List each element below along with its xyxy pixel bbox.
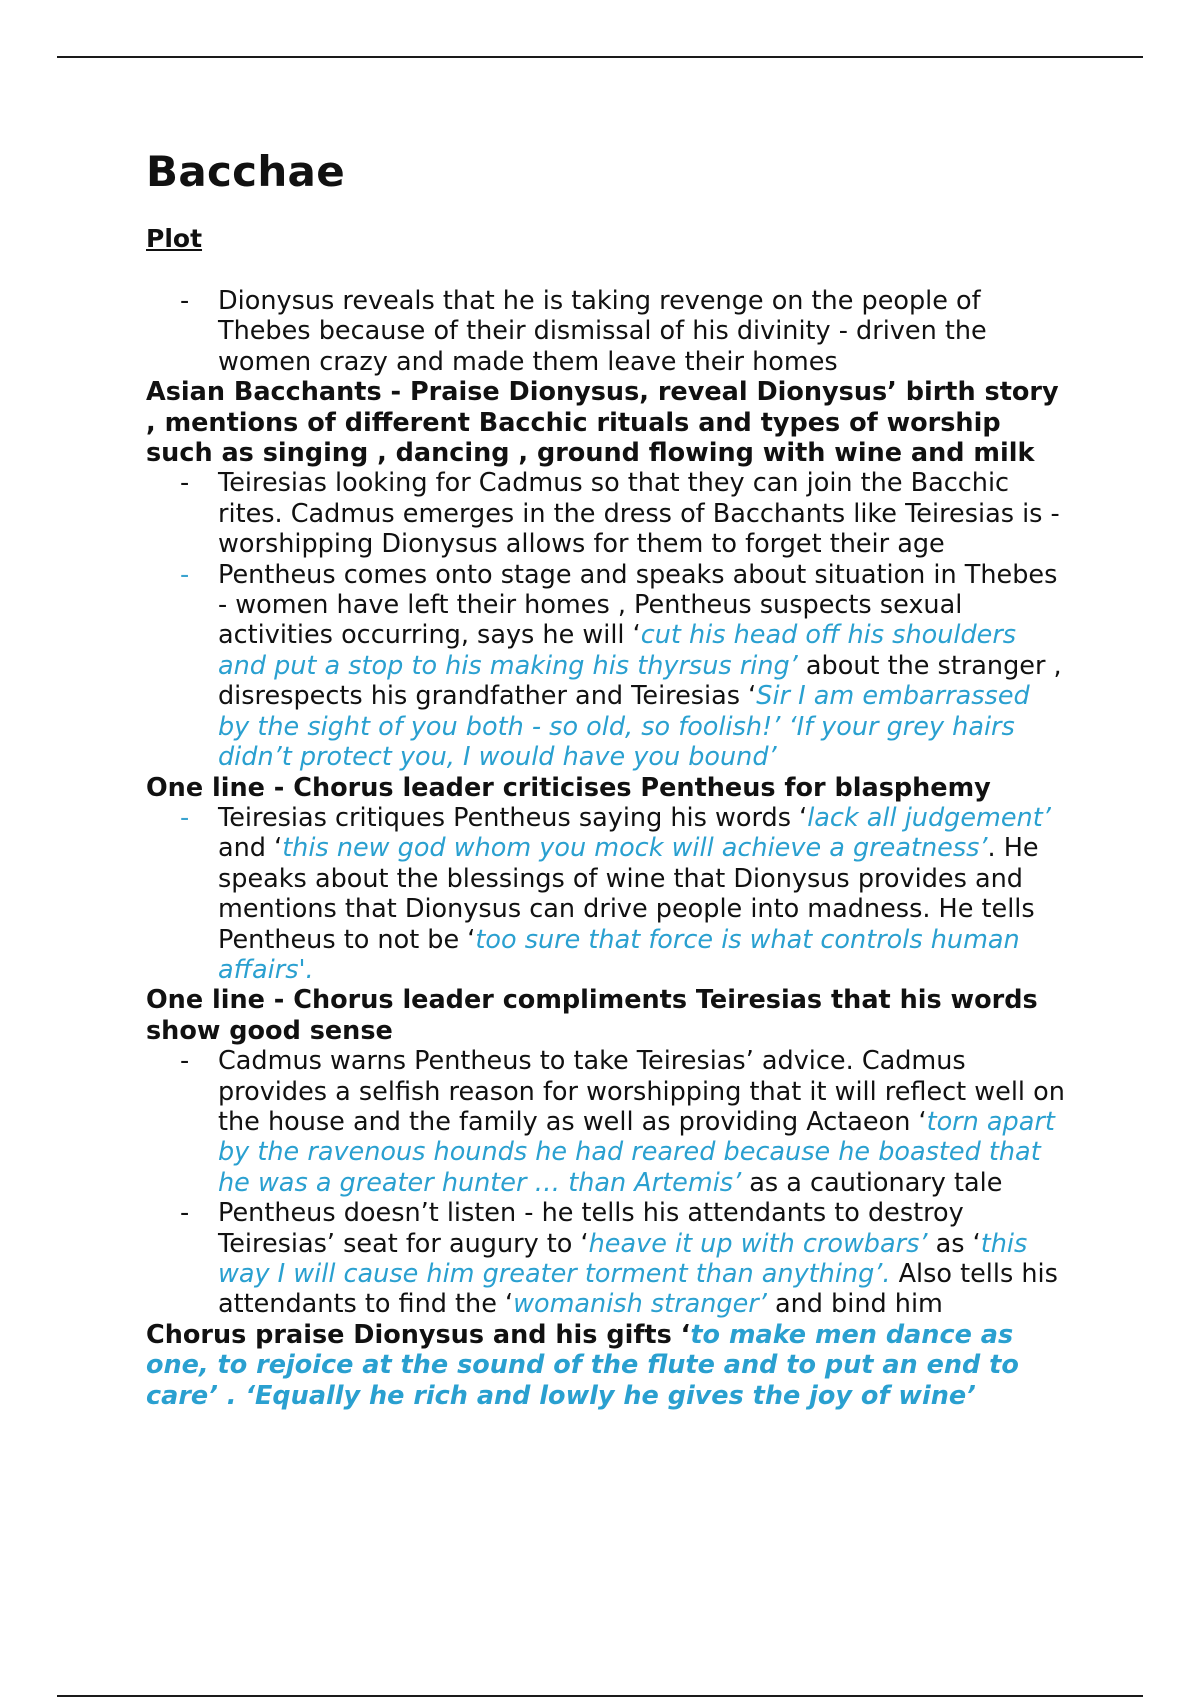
bottom-rule [57, 1695, 1143, 1697]
list-bullet-dash: - [180, 559, 190, 590]
list-bullet-dash: - [180, 802, 190, 833]
body-text: Also tells his attendants to find the ‘ [218, 1259, 1058, 1320]
body-text: Teiresias looking for Cadmus so that they can join the Bacchic rites. Cadmus emerges in the dress of Bacchants like Teiresias is - worshipping Dionysus allows for them to forget their age [218, 468, 1060, 560]
quotation-text: lack all judgement’ [807, 802, 1051, 833]
top-rule [57, 56, 1143, 58]
chorus-heading [146, 773, 1066, 803]
body-text: Pentheus doesn’t listen - he tells his attendants to destroy Teiresias’ seat for augury to ‘ [218, 1198, 964, 1259]
body-text: and ‘ [218, 833, 283, 864]
chorus-heading [146, 1320, 1066, 1411]
plot-list-item [146, 286, 1066, 377]
document-title: Bacchae [146, 147, 345, 196]
chorus-heading [146, 377, 1066, 468]
plot-list-item [146, 468, 1066, 559]
body-text: Chorus praise Dionysus and his gifts ‘ [146, 1319, 691, 1350]
plot-list-item [146, 1198, 1066, 1320]
quotation-text: cut his head off his shoulders and put a stop to his making his thyrsus ring’ [218, 620, 1017, 681]
quotation-text: this way I will cause him greater torment than anything’. [218, 1228, 1028, 1289]
plot-list-item [146, 560, 1066, 773]
list-bullet-dash: - [180, 1198, 190, 1229]
quotation-text: to make men dance as one, to rejoice at the sound of the flute and to put an end to care’ . ‘Equally he rich and lowly he gives the joy of wine’ [146, 1319, 1019, 1411]
list-bullet-dash: - [180, 1046, 190, 1077]
quotation-text: too sure that force is what controls human affairs'. [218, 924, 1020, 985]
list-bullet-dash: - [180, 286, 190, 316]
quotation-text: torn apart by the ravenous hounds he had reared because he boasted that he was a greater hunter … than Artemis’ [218, 1106, 1055, 1198]
body-text: Cadmus warns Pentheus to take Teiresias’ advice. Cadmus provides a selfish reason for worshipping that it will reflect well on the house and the family as well as providing Actaeon ‘ [218, 1046, 1065, 1137]
plot-entries [146, 286, 1066, 1411]
section-heading-plot: Plot [146, 224, 203, 253]
quotation-text: womanish stranger’ [513, 1289, 767, 1320]
body-text: Pentheus comes onto stage and speaks about situation in Thebes - women have left their homes , Pentheus suspects sexual activities occurring, says he will ‘ [218, 559, 1058, 651]
quotation-text: Sir I am embarrassed by the sight of you both - so old, so foolish!’ ‘If your grey hairs didn’t protect you, I would have you bound’ [218, 681, 1030, 773]
body-text: Asian Bacchants - Praise Dionysus, reveal Dionysus’ birth story , mentions of different Bacchic rituals and types of worship such as singing , dancing , ground flowing with wine and milk [146, 377, 1059, 469]
document-body [146, 146, 1066, 1411]
body-text: Teiresias critiques Pentheus saying his words ‘ [218, 802, 808, 833]
body-text: as ‘ [927, 1228, 981, 1259]
chorus-heading [146, 985, 1066, 1046]
body-text: . He speaks about the blessings of wine that Dionysus provides and mentions that Dionysus can drive people into madness. He tells Pentheus to not be ‘ [218, 833, 1039, 955]
body-text: and bind him [766, 1289, 943, 1320]
body-text: One line - Chorus leader criticises Pentheus for blasphemy [146, 772, 991, 803]
plot-list-item [146, 1046, 1066, 1198]
body-text: Dionysus reveals that he is taking revenge on the people of Thebes because of their dismissal of his divinity - driven the women crazy and made them leave their homes [218, 286, 987, 377]
plot-list-item [146, 803, 1066, 985]
list-bullet-dash: - [180, 468, 190, 499]
quotation-text: this new god whom you mock will achieve a greatness’ [282, 833, 988, 864]
body-text: One line - Chorus leader compliments Teiresias that his words show good sense [146, 985, 1038, 1046]
quotation-text: heave it up with crowbars’ [588, 1228, 928, 1259]
body-text: as a cautionary tale [741, 1167, 1003, 1198]
body-text: about the stranger , disrespects his grandfather and Teiresias ‘ [218, 650, 1062, 712]
